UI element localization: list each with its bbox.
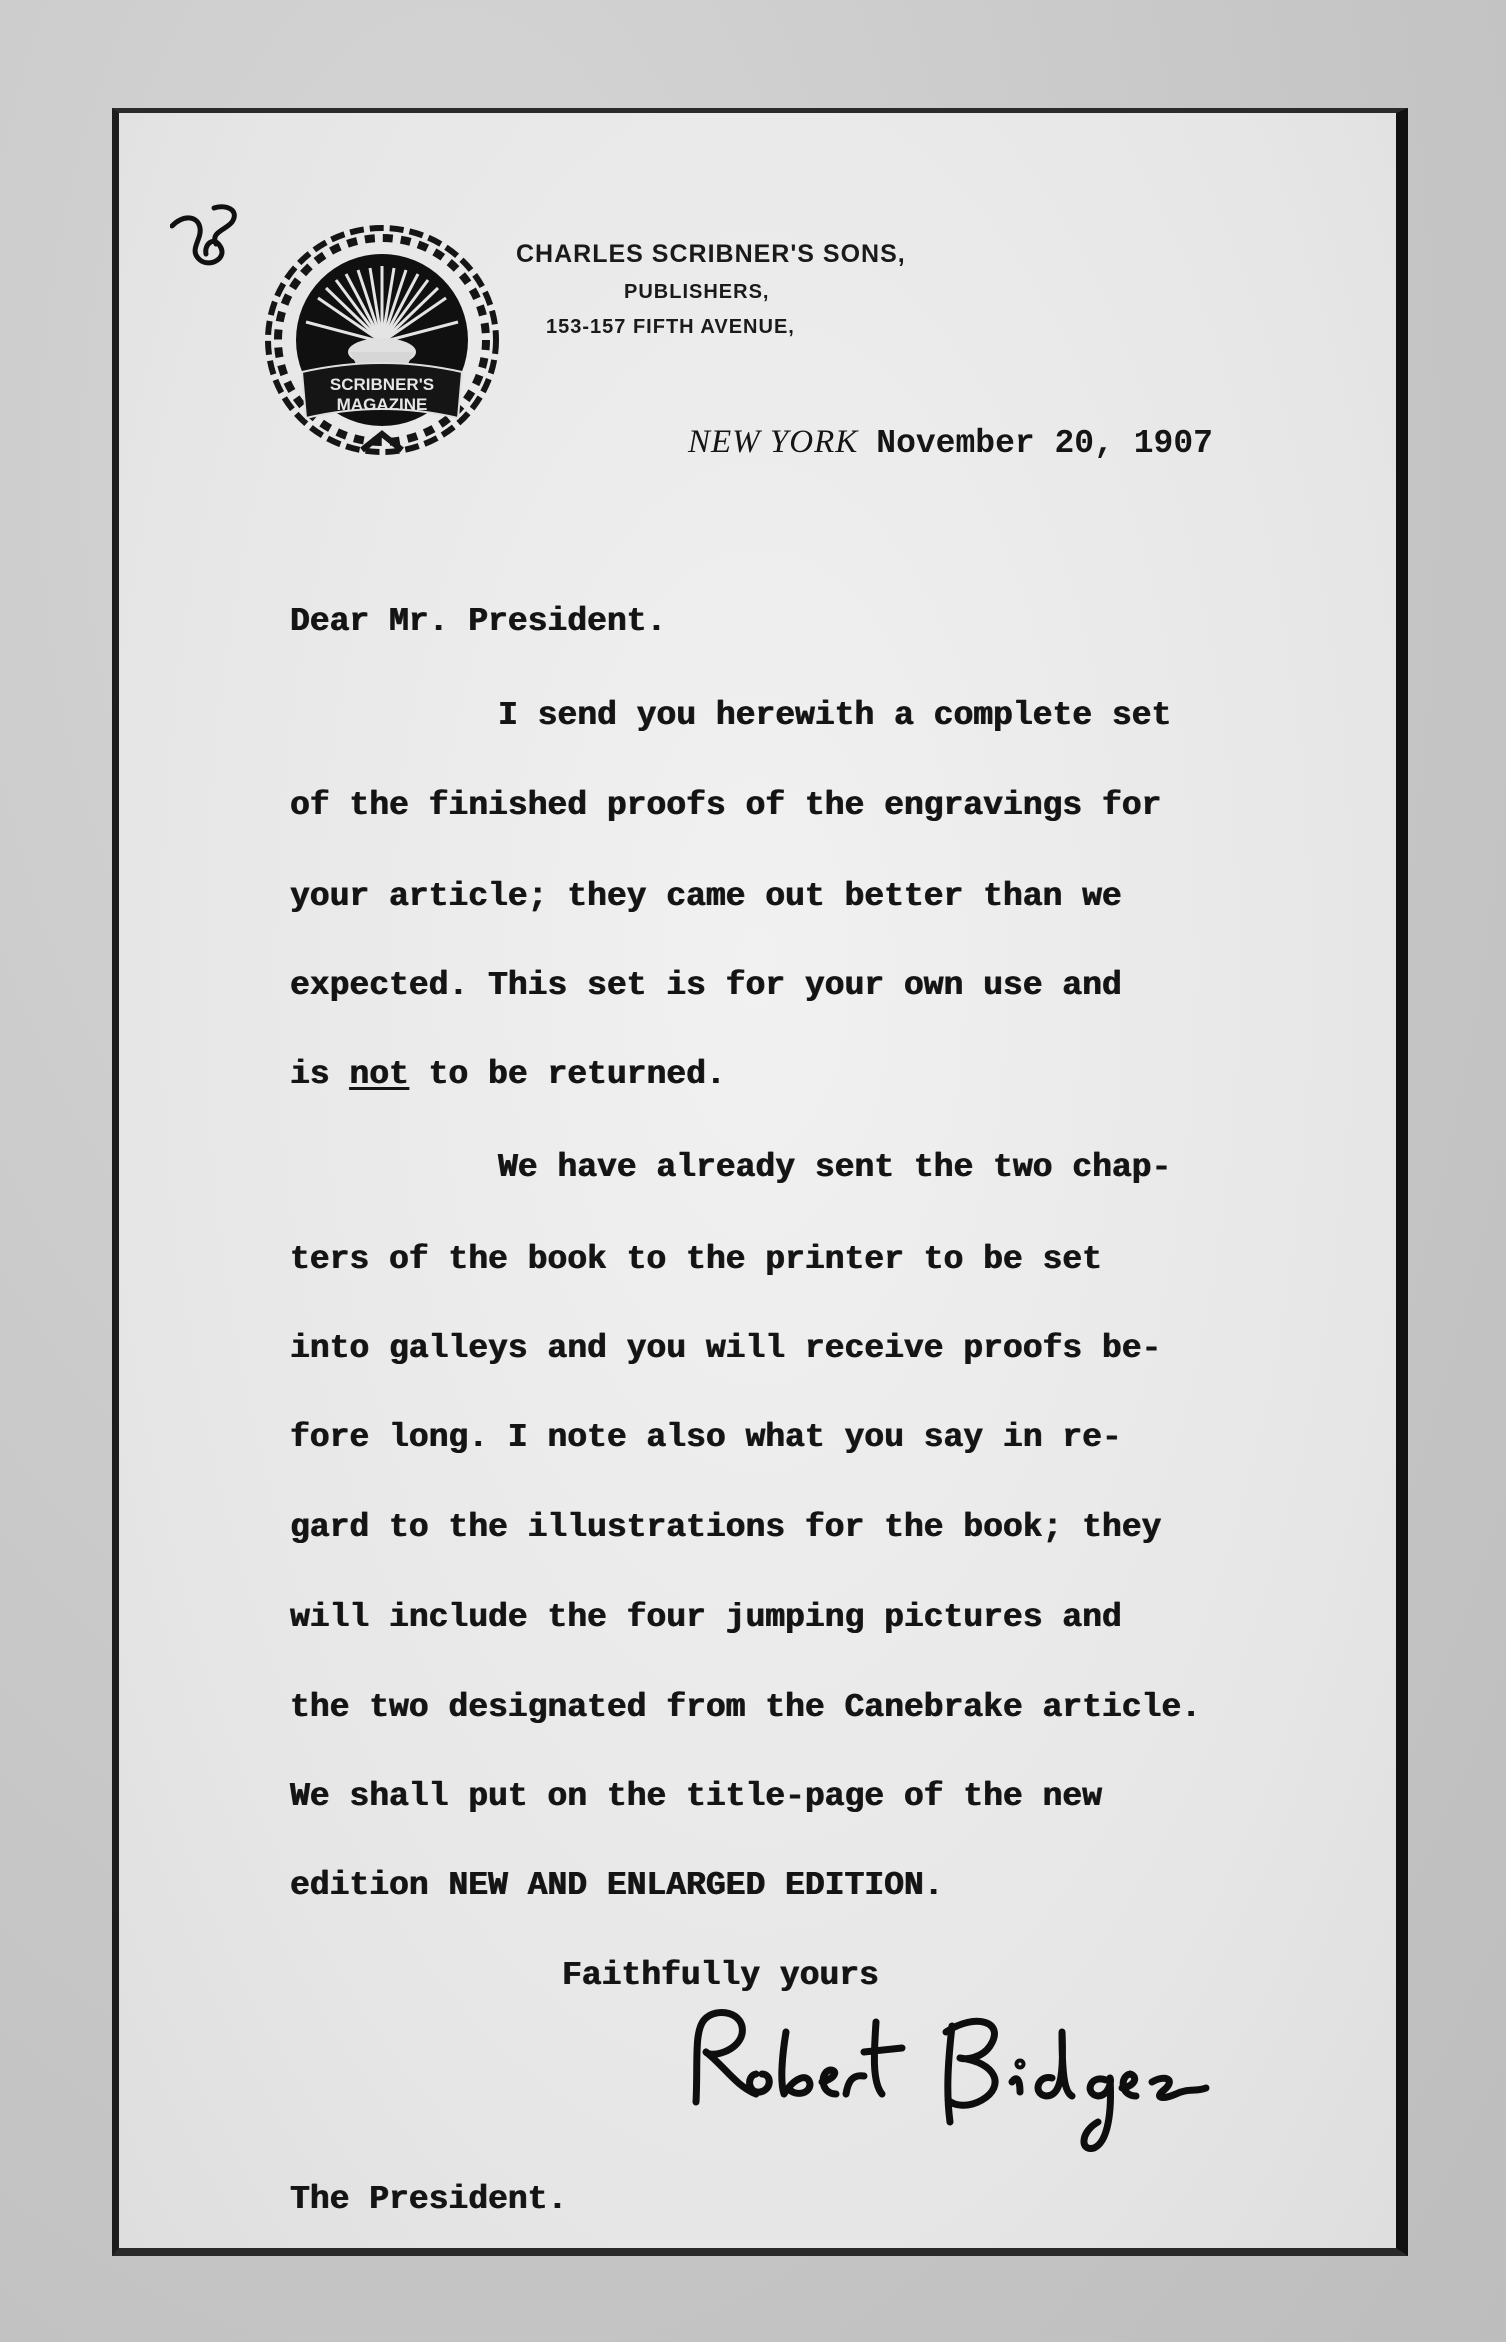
dateline [688, 424, 1213, 462]
body-line: We shall put on the title-page of the new [290, 1778, 1102, 1815]
body-text: is [290, 1056, 350, 1093]
seal-text-top: SCRIBNER'S [329, 375, 435, 394]
body-line: fore long. I note also what you say in re- [290, 1419, 1122, 1456]
dateline-date: November 20, 1907 [876, 425, 1213, 462]
body-line: of the finished proofs of the engravings for [290, 787, 1162, 824]
publisher-subtitle: PUBLISHERS, [624, 281, 770, 303]
publisher-address: 153-157 FIFTH AVENUE, [546, 316, 795, 338]
letterhead [516, 240, 956, 339]
body-line: your article; they came out better than we [290, 878, 1122, 915]
body-line [290, 1055, 726, 1095]
underlined-word: not [349, 1056, 409, 1093]
body-line: the two designated from the Canebrake article. [290, 1689, 1201, 1726]
body-line: will include the four jumping pictures and [290, 1599, 1122, 1636]
body-line: I send you herewith a complete set [498, 697, 1172, 734]
body-line: into galleys and you will receive proofs be- [290, 1330, 1162, 1367]
body-line: gard to the illustrations for the book; they [290, 1509, 1162, 1546]
scribners-magazine-seal-icon [262, 222, 502, 468]
handwritten-signature [676, 1982, 1216, 2162]
seal-text-bottom: MAGAZINE [336, 395, 428, 414]
body-line: expected. This set is for your own use and [290, 967, 1122, 1004]
body-text: to be returned. [408, 1056, 726, 1093]
body-line: ters of the book to the printer to be set [290, 1241, 1102, 1278]
dateline-city: NEW YORK [688, 424, 859, 460]
publisher-name: CHARLES SCRIBNER'S SONS, [516, 240, 906, 268]
closing: Faithfully yours [562, 1957, 879, 1994]
body-line: We have already sent the two chap- [498, 1149, 1172, 1186]
salutation: Dear Mr. President. [290, 603, 667, 640]
handwritten-page-mark [170, 200, 270, 300]
body-line: edition NEW AND ENLARGED EDITION. [290, 1867, 944, 1904]
addressee: The President. [290, 2181, 568, 2218]
